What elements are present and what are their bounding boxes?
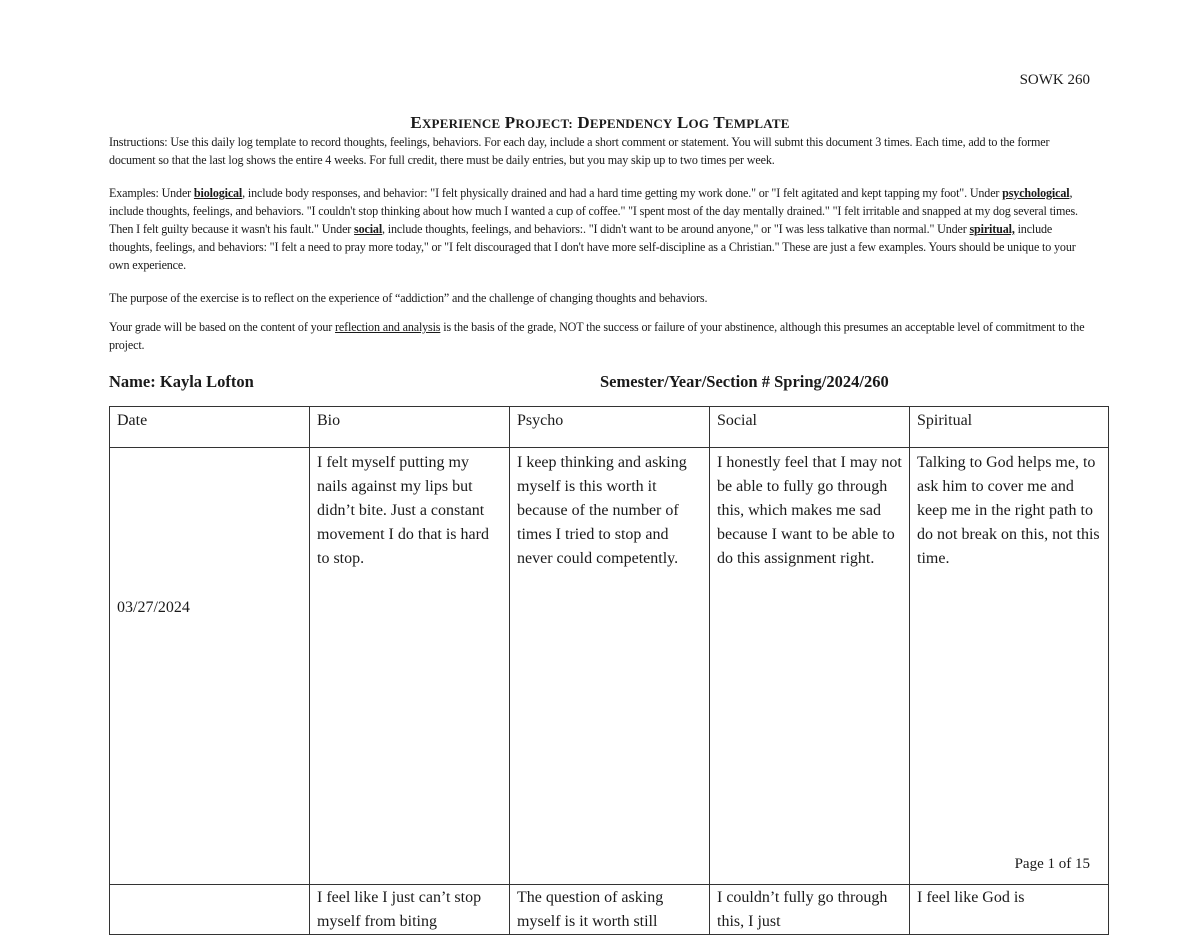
examples-paragraph: Examples: Under biological, include body responses, and behavior: "I felt physically drained and had a hard time getting my work done." or "I felt agitated and kept tapping my foot". Under psychological, include thoughts, feelings, and behaviors. "I couldn't stop thinking about how much I wanted a cup of coffee." "I spent most of the day mentally drained." "I felt irritable and snapped at my dog several times. Then I felt guilty because it wasn't his fault." Under social, include thoughts, feelings, and behaviors:. "I didn't want to be around anyone," or "I was less talkative than normal." Under spiritual, include thoughts, feelings, and behaviors: "I felt a need to pray more today," or "I felt discouraged that I don't have more self-discipline as a Christian." These are just a few examples. Yours should be unique to your own experience. [109, 186, 1078, 272]
cell-social[interactable]: I couldn’t fully go through this, I just [710, 885, 910, 935]
header-spiritual: Spiritual [910, 407, 1109, 448]
biological-term: biological [193, 186, 243, 200]
header-date: Date [110, 407, 310, 448]
course-code: SOWK 260 [1019, 72, 1090, 88]
semester-section: Semester/Year/Section # Spring/2024/260 [600, 372, 889, 391]
table-header-row [110, 407, 1109, 448]
cell-psycho[interactable]: The question of asking myself is it worth still [510, 885, 710, 935]
cell-date[interactable] [110, 885, 310, 935]
header-bio: Bio [310, 407, 510, 448]
cell-spiritual[interactable]: I feel like God is [910, 885, 1109, 935]
cell-social[interactable]: I honestly feel that I may not be able to fully go through this, which makes me sad because I want to be able to do this assignment right. [710, 448, 910, 885]
spiritual-term: spiritual, [969, 222, 1015, 236]
reflection-analysis-text: reflection and analysis [335, 320, 441, 334]
cell-psycho[interactable]: I keep thinking and asking myself is this worth it because of the number of times I tried to stop and never could competently. [510, 448, 710, 885]
cell-date[interactable]: 03/27/2024 [110, 448, 310, 885]
student-name: Name: Kayla Lofton [109, 372, 254, 391]
dependency-log-table [109, 406, 1109, 935]
cell-spiritual[interactable]: Talking to God helps me, to ask him to cover me and keep me in the right path to do not break on this, not this time. [910, 448, 1109, 885]
header-social: Social [710, 407, 910, 448]
document-title: EXPERIENCE PROJECT: DEPENDENCY LOG TEMPLATE [410, 113, 790, 132]
psychological-term: psychological [1002, 186, 1070, 200]
table-row [110, 885, 1109, 935]
social-term: social [354, 222, 383, 236]
table-row [110, 448, 1109, 885]
purpose-paragraph: The purpose of the exercise is to reflect on the experience of “addiction” and the challenge of changing thoughts and behaviors. [109, 291, 708, 305]
cell-bio[interactable]: I feel like I just can’t stop myself from biting [310, 885, 510, 935]
grading-paragraph: Your grade will be based on the content of your reflection and analysis is the basis of the grade, NOT the success or failure of your abstinence, although this presumes an acceptable level of commitment to the project. [109, 320, 1085, 352]
instructions-paragraph: Instructions: Use this daily log template to record thoughts, feelings, behaviors. For each day, include a short comment or statement. You will submt this document 3 times. Each time, add to the former document so that the last log shows the entire 4 weeks. For full credit, there must be daily entries, but you may skip up to two times per week. [109, 135, 1050, 167]
page-number: Page 1 of 15 [1014, 856, 1090, 872]
cell-bio[interactable]: I felt myself putting my nails against my lips but didn’t bite. Just a constant movement I do that is hard to stop. [310, 448, 510, 885]
header-psycho: Psycho [510, 407, 710, 448]
